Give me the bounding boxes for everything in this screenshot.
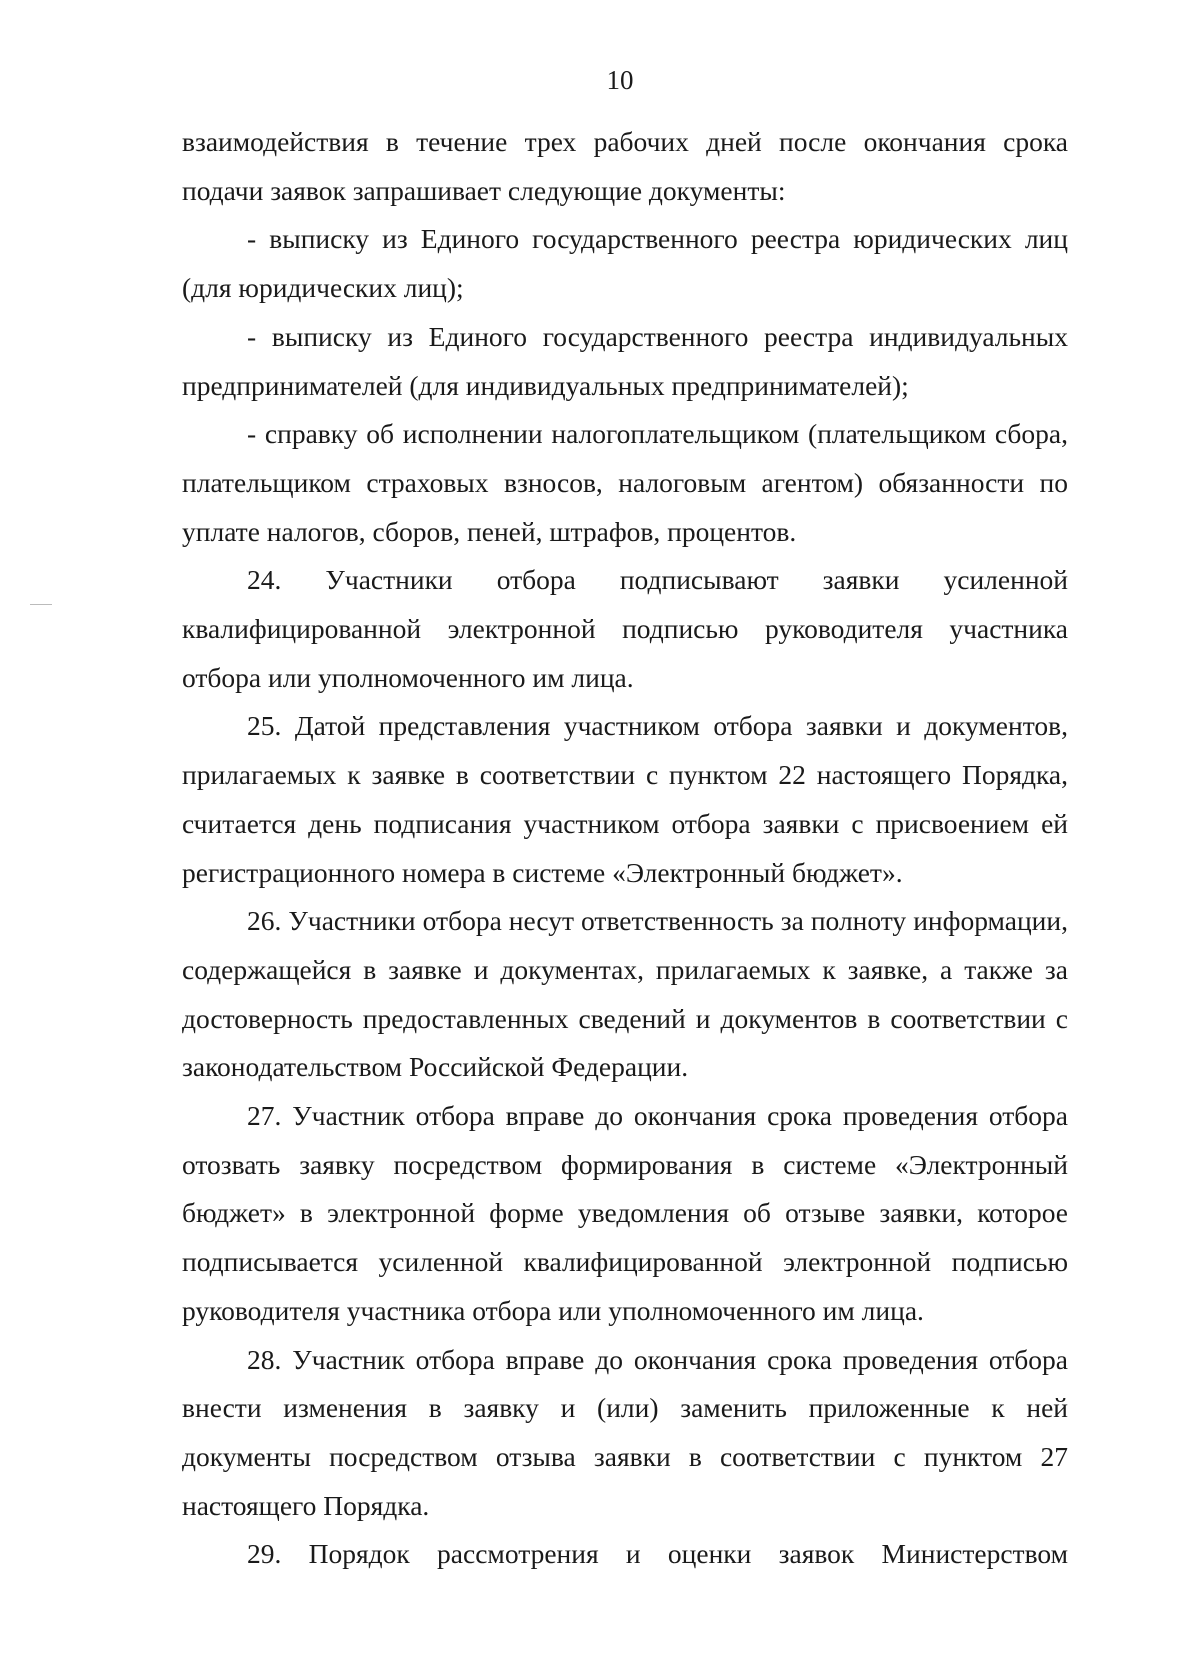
- paragraph-list-item-egrul: - выписку из Единого государственного реестра юридических лиц (для юридических лиц);: [182, 223, 1068, 304]
- paragraph-continuation: взаимодействия в течение трех рабочих дней после окончания срока подачи заявок запрашивает следующие документы:: [182, 126, 1068, 206]
- paragraph-item-26: 26. Участники отбора несут ответственность за полноту информации, содержащейся в заявке и документах, прилагаемых к заявке, а также за достоверность предоставленных сведений и документов в соответствии с законодательством Российской Федерации.: [182, 905, 1068, 1083]
- paragraph-item-29: 29. Порядок рассмотрения и оценки заявок Министерством: [247, 1538, 1068, 1570]
- paragraph-item-25: 25. Датой представления участником отбора заявки и документов, прилагаемых к заявке в соответствии с пунктом 22 настоящего Порядка, считается день подписания участником отбора заявки с присвоением ей регистрационного номера в системе «Электронный бюджет».: [182, 710, 1068, 888]
- page-number: 10: [606, 65, 634, 95]
- document-body: [182, 118, 1068, 1579]
- paragraph-item-24: 24. Участники отбора подписывают заявки усиленной квалифицированной электронной подписью руководителя участника отбора или уполномоченного им лица.: [182, 564, 1068, 693]
- paragraph-item-27: 27. Участник отбора вправе до окончания срока проведения отбора отозвать заявку посредством формирования в системе «Электронный бюджет» в электронной форме уведомления об отзыве заявки, которое подписывается усиленной квалифицированной электронной подписью руководителя участника отбора или уполномоченного им лица.: [182, 1100, 1068, 1326]
- paragraph-list-item-tax-certificate: - справку об исполнении налогоплательщиком (плательщиком сбора, плательщиком страховых взносов, налоговым агентом) обязанности по уплате налогов, сборов, пеней, штрафов, процентов.: [182, 418, 1068, 547]
- paragraph-list-item-egrip: - выписку из Единого государственного реестра индивидуальных предпринимателей (для индивидуальных предпринимателей);: [182, 320, 1068, 401]
- scan-margin-mark: [30, 604, 52, 605]
- paragraph-item-28: 28. Участник отбора вправе до окончания срока проведения отбора внести изменения в заявку и (или) заменить приложенные к ней документы посредством отзыва заявки в соответствии с пунктом 27 настоящего Порядка.: [182, 1343, 1068, 1521]
